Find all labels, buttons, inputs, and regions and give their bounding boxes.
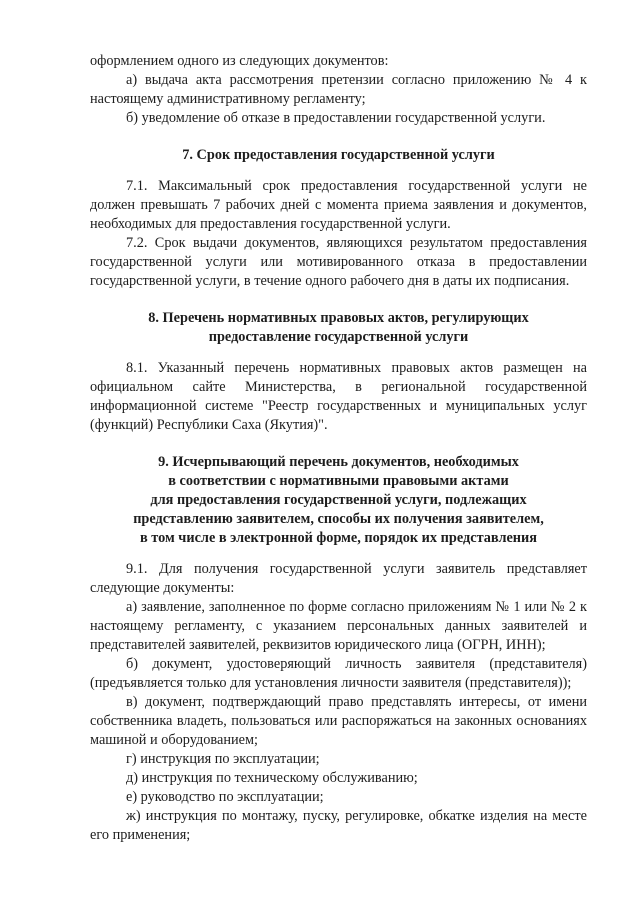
spacer [90, 435, 587, 453]
spacer [90, 347, 587, 359]
paragraph-9-1: 9.1. Для получения государственной услуги заявитель представляет следующие документы: [90, 561, 587, 596]
spacer [90, 128, 587, 146]
section-9-title-line-5: в том числе в электронной форме, порядок их представления [139, 530, 538, 546]
section-9-heading [90, 453, 587, 548]
section-7-title: 7. Срок предоставления государственной услуги [182, 147, 495, 163]
paragraph-7-1: 7.1. Максимальный срок предоставления государственной услуги не должен превышать 7 рабочих дней с момента приема заявления и документов, необходимых для предоставления государственной услуги. [90, 178, 587, 232]
section-7-heading [90, 146, 587, 165]
list-item-g: г) инструкция по эксплуатации; [126, 751, 320, 767]
section-8-title-line-1: 8. Перечень нормативных правовых актов, регулирующих [148, 310, 529, 326]
list-item-e: е) руководство по эксплуатации; [126, 789, 324, 805]
spacer [90, 291, 587, 309]
list-item-a: а) заявление, заполненное по форме согласно приложениям № 1 или № 2 к настоящему регламенту, с указанием персональных данных заявителей и представителей заявителей, реквизитов юридического лица (ОГРН, ИНН); [90, 599, 587, 653]
intro-item-b: б) уведомление об отказе в предоставлении государственной услуги. [126, 110, 546, 126]
document-body [90, 52, 587, 845]
intro-line: оформлением одного из следующих документов: [90, 53, 389, 69]
section-9-title-line-3: для предоставления государственной услуги, подлежащих [150, 492, 527, 508]
list-item-d: д) инструкция по техническому обслуживанию; [126, 770, 418, 786]
list-item-b: б) документ, удостоверяющий личность заявителя (представителя) (предъявляется только для установления личности заявителя (представителя)); [90, 656, 587, 691]
paragraph-7-2: 7.2. Срок выдачи документов, являющихся результатом предоставления государственной услуги или мотивированного отказа в предоставлении государственной услуги, в течение одного рабочего дня в даты их подписания. [90, 235, 587, 289]
intro-item-a: а) выдача акта рассмотрения претензии согласно приложению № 4 к настоящему административному регламенту; [90, 72, 587, 107]
paragraph-8-1: 8.1. Указанный перечень нормативных правовых актов размещен на официальном сайте Министерства, в региональной государственной информационной системе "Реестр государственных и муниципальных услуг (функций) Республики Саха (Якутия)". [90, 360, 587, 433]
section-9-title-line-2: в соответствии с нормативными правовыми актами [168, 473, 509, 489]
list-item-zh: ж) инструкция по монтажу, пуску, регулировке, обкатке изделия на месте его применения; [90, 808, 587, 843]
list-item-v: в) документ, подтверждающий право представлять интересы, от имени собственника владеть, пользоваться или распоряжаться на законных основаниях машиной и оборудованием; [90, 694, 587, 748]
section-9-title-line-1: 9. Исчерпывающий перечень документов, необходимых [158, 454, 519, 470]
section-8-title-line-2: предоставление государственной услуги [208, 329, 469, 345]
section-9-title-line-4: представлению заявителем, способы их получения заявителем, [133, 511, 544, 527]
spacer [90, 165, 587, 177]
section-8-heading [90, 309, 587, 347]
spacer [90, 548, 587, 560]
